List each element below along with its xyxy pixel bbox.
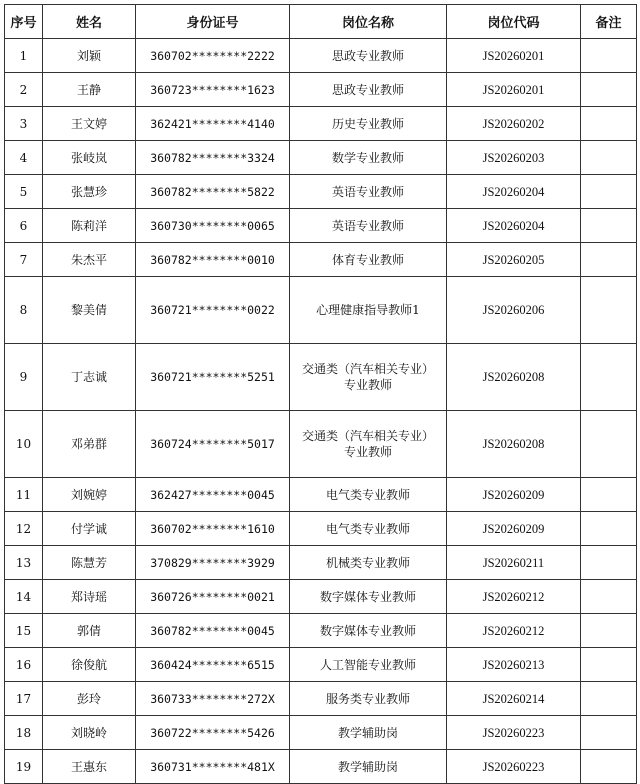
cell-remarks: [581, 411, 637, 478]
cell-name: 郑诗瑶: [43, 580, 136, 614]
cell-name: 刘颖: [43, 39, 136, 73]
post-name-line1: 交通类（汽车相关专业）: [301, 362, 434, 376]
cell-name: 陈莉洋: [43, 209, 136, 243]
cell-serial-no: 10: [5, 411, 43, 478]
table-row: [5, 411, 637, 478]
cell-remarks: [581, 141, 637, 175]
cell-post-code: JS20260203: [447, 141, 581, 175]
cell-post-name: 电气类专业教师: [290, 512, 447, 546]
table-row: [5, 277, 637, 344]
cell-name: 张慧珍: [43, 175, 136, 209]
cell-serial-no: 19: [5, 750, 43, 784]
cell-remarks: [581, 39, 637, 73]
cell-post-name: 体育专业教师: [290, 243, 447, 277]
cell-id-number: 370829********3929: [136, 546, 290, 580]
cell-remarks: [581, 682, 637, 716]
cell-remarks: [581, 750, 637, 784]
cell-id-number: 360726********0021: [136, 580, 290, 614]
cell-post-name: 服务类专业教师: [290, 682, 447, 716]
cell-id-number: 360782********5822: [136, 175, 290, 209]
cell-serial-no: 1: [5, 39, 43, 73]
table-row: [5, 209, 637, 243]
cell-post-name: [290, 344, 447, 411]
cell-serial-no: 14: [5, 580, 43, 614]
cell-id-number: 362421********4140: [136, 107, 290, 141]
cell-id-number: 360730********0065: [136, 209, 290, 243]
cell-name: 黎美倩: [43, 277, 136, 344]
cell-remarks: [581, 175, 637, 209]
cell-post-code: JS20260209: [447, 478, 581, 512]
table-row: [5, 546, 637, 580]
cell-post-code: JS20260201: [447, 39, 581, 73]
cell-post-name: 心理健康指导教师1: [290, 277, 447, 344]
cell-post-code: JS20260204: [447, 175, 581, 209]
header-id-number: 身份证号: [136, 5, 290, 39]
cell-post-name: 数学专业教师: [290, 141, 447, 175]
table-row: [5, 512, 637, 546]
cell-id-number: 360733********272X: [136, 682, 290, 716]
cell-remarks: [581, 546, 637, 580]
cell-serial-no: 9: [5, 344, 43, 411]
cell-remarks: [581, 344, 637, 411]
cell-remarks: [581, 648, 637, 682]
cell-serial-no: 8: [5, 277, 43, 344]
table-row: [5, 580, 637, 614]
cell-post-code: JS20260211: [447, 546, 581, 580]
table-header-row: [5, 5, 637, 39]
cell-post-name: 英语专业教师: [290, 175, 447, 209]
cell-remarks: [581, 512, 637, 546]
cell-post-code: JS20260208: [447, 344, 581, 411]
cell-id-number: 360723********1623: [136, 73, 290, 107]
table-row: [5, 39, 637, 73]
cell-id-number: 360782********3324: [136, 141, 290, 175]
cell-serial-no: 11: [5, 478, 43, 512]
cell-name: 王静: [43, 73, 136, 107]
cell-serial-no: 18: [5, 716, 43, 750]
cell-post-code: JS20260214: [447, 682, 581, 716]
cell-post-code: JS20260212: [447, 580, 581, 614]
cell-post-code: JS20260201: [447, 73, 581, 107]
cell-post-name: 教学辅助岗: [290, 750, 447, 784]
cell-name: 郭倩: [43, 614, 136, 648]
header-serial-no: 序号: [5, 5, 43, 39]
cell-id-number: 360782********0010: [136, 243, 290, 277]
cell-post-code: JS20260212: [447, 614, 581, 648]
table-row: [5, 716, 637, 750]
cell-name: 朱杰平: [43, 243, 136, 277]
cell-post-name: 数字媒体专业教师: [290, 580, 447, 614]
cell-id-number: 360721********5251: [136, 344, 290, 411]
cell-serial-no: 5: [5, 175, 43, 209]
cell-id-number: 360702********1610: [136, 512, 290, 546]
cell-remarks: [581, 614, 637, 648]
cell-post-code: JS20260205: [447, 243, 581, 277]
cell-name: 刘婉婷: [43, 478, 136, 512]
cell-serial-no: 16: [5, 648, 43, 682]
cell-name: 邓弟群: [43, 411, 136, 478]
cell-id-number: 360782********0045: [136, 614, 290, 648]
cell-name: 陈慧芳: [43, 546, 136, 580]
cell-serial-no: 6: [5, 209, 43, 243]
table-row: [5, 175, 637, 209]
cell-serial-no: 4: [5, 141, 43, 175]
personnel-table: [4, 4, 637, 784]
cell-id-number: 360702********2222: [136, 39, 290, 73]
cell-post-name: 电气类专业教师: [290, 478, 447, 512]
table-row: [5, 750, 637, 784]
cell-post-code: JS20260223: [447, 716, 581, 750]
cell-remarks: [581, 716, 637, 750]
table-row: [5, 73, 637, 107]
header-post-name: 岗位名称: [290, 5, 447, 39]
cell-post-code: JS20260208: [447, 411, 581, 478]
cell-serial-no: 13: [5, 546, 43, 580]
table-row: [5, 243, 637, 277]
post-name-line2: 专业教师: [343, 445, 392, 459]
table-row: [5, 682, 637, 716]
cell-name: 徐俊航: [43, 648, 136, 682]
cell-remarks: [581, 73, 637, 107]
cell-name: 张岐岚: [43, 141, 136, 175]
cell-post-code: JS20260213: [447, 648, 581, 682]
cell-post-name: 教学辅助岗: [290, 716, 447, 750]
cell-id-number: 360731********481X: [136, 750, 290, 784]
cell-serial-no: 2: [5, 73, 43, 107]
cell-id-number: 360724********5017: [136, 411, 290, 478]
cell-post-name: 人工智能专业教师: [290, 648, 447, 682]
cell-post-code: JS20260206: [447, 277, 581, 344]
cell-remarks: [581, 209, 637, 243]
header-post-code: 岗位代码: [447, 5, 581, 39]
post-name-line2: 专业教师: [343, 378, 392, 392]
cell-remarks: [581, 277, 637, 344]
cell-remarks: [581, 107, 637, 141]
cell-serial-no: 17: [5, 682, 43, 716]
cell-post-name: [290, 411, 447, 478]
table-row: [5, 141, 637, 175]
cell-post-name: 机械类专业教师: [290, 546, 447, 580]
cell-name: 彭玲: [43, 682, 136, 716]
cell-name: 王文婷: [43, 107, 136, 141]
cell-name: 王惠东: [43, 750, 136, 784]
cell-id-number: 362427********0045: [136, 478, 290, 512]
cell-remarks: [581, 580, 637, 614]
cell-name: 丁志诚: [43, 344, 136, 411]
post-name-line1: 交通类（汽车相关专业）: [301, 429, 434, 443]
cell-post-code: JS20260209: [447, 512, 581, 546]
table-row: [5, 344, 637, 411]
cell-serial-no: 15: [5, 614, 43, 648]
cell-post-code: JS20260204: [447, 209, 581, 243]
header-name: 姓名: [43, 5, 136, 39]
cell-serial-no: 3: [5, 107, 43, 141]
cell-remarks: [581, 243, 637, 277]
cell-post-name: 英语专业教师: [290, 209, 447, 243]
cell-post-code: JS20260223: [447, 750, 581, 784]
cell-name: 付学诚: [43, 512, 136, 546]
cell-name: 刘晓岭: [43, 716, 136, 750]
cell-post-name: 历史专业教师: [290, 107, 447, 141]
table-row: [5, 107, 637, 141]
cell-remarks: [581, 478, 637, 512]
table-row: [5, 648, 637, 682]
header-remarks: 备注: [581, 5, 637, 39]
table-row: [5, 478, 637, 512]
cell-id-number: 360424********6515: [136, 648, 290, 682]
table-row: [5, 614, 637, 648]
cell-id-number: 360722********5426: [136, 716, 290, 750]
cell-post-name: 数字媒体专业教师: [290, 614, 447, 648]
cell-post-name: 思政专业教师: [290, 39, 447, 73]
cell-serial-no: 12: [5, 512, 43, 546]
cell-serial-no: 7: [5, 243, 43, 277]
cell-id-number: 360721********0022: [136, 277, 290, 344]
cell-post-name: 思政专业教师: [290, 73, 447, 107]
cell-post-code: JS20260202: [447, 107, 581, 141]
